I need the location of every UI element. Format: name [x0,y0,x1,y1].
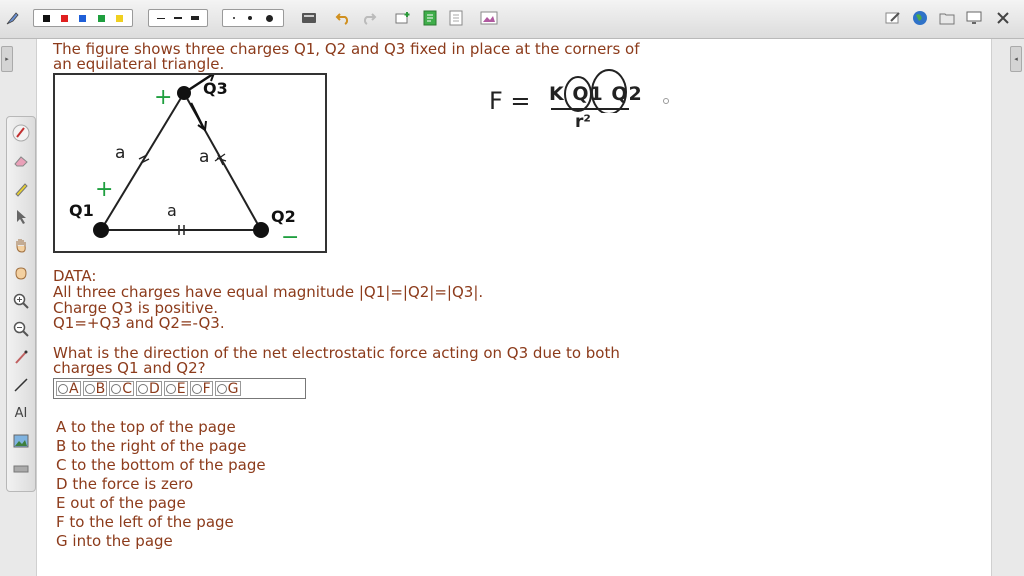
option-f[interactable] [190,381,213,396]
monitor-icon[interactable] [965,9,983,27]
globe-icon[interactable] [911,9,929,27]
answer-d [56,477,193,492]
text-icon[interactable]: AI [14,405,28,421]
radio-icon[interactable] [138,384,148,394]
q3-charge-dot [177,86,191,100]
line-pen-icon[interactable] [11,347,31,367]
answer-a-letter: A [56,418,67,436]
question-intro-line2: an equilateral triangle. [53,55,225,73]
close-icon[interactable] [994,9,1012,27]
color-red-swatch[interactable] [61,15,68,22]
data-line3: Q1=+Q3 and Q2=-Q3. [53,314,225,332]
q1-charge-dot [93,222,109,238]
q2-minus-mark: − [281,225,300,250]
top-toolbar [0,0,1024,39]
formula-fraction-bar [551,108,629,110]
answer-f-letter: F [56,513,65,531]
large-dot-option[interactable] [266,15,273,22]
page-icon[interactable] [447,9,465,27]
answer-b-letter: B [56,437,67,455]
answer-options [53,378,306,399]
option-e[interactable] [164,381,188,396]
answer-e-text: out of the page [70,494,186,512]
zoom-out-icon[interactable] [11,319,31,339]
thick-line-option[interactable] [191,16,199,20]
line-style-group [148,9,208,27]
radio-icon[interactable] [58,384,68,394]
green-page-icon[interactable] [421,9,439,27]
keyboard-icon[interactable] [300,9,318,27]
answer-d-letter: D [56,475,68,493]
option-d-label: D [148,380,160,397]
q2-charge-dot [253,222,269,238]
medium-line-option[interactable] [174,17,182,19]
option-g[interactable] [215,381,241,396]
option-b-label: B [95,380,106,397]
question-prompt-line2: charges Q1 and Q2? [53,359,206,377]
question-intro-line1: The figure shows three charges Q1, Q2 and Q3 fixed in place at the corners of [53,40,640,58]
radio-icon[interactable] [192,384,202,394]
whiteboard-page[interactable] [36,39,992,576]
image-tool-icon[interactable] [11,431,31,451]
q1-label: Q1 [69,201,94,220]
option-g-label: G [227,380,239,397]
option-c-label: C [122,380,132,397]
q3-label: Q3 [203,79,228,98]
eraser-icon[interactable] [11,151,31,171]
tools-panel [6,116,36,492]
answer-a-text: to the top of the page [71,418,236,436]
pen-icon[interactable] [4,9,22,27]
answer-a [56,420,236,435]
zoom-in-icon[interactable] [11,291,31,311]
color-blue-swatch[interactable] [79,15,86,22]
data-line1: All three charges have equal magnitude |Q1|=|Q2|=|Q3|. [53,283,484,301]
q1-plus-mark: + [95,177,114,202]
right-sidebar-toggle[interactable]: ◂ [1010,46,1022,72]
image-icon[interactable] [480,9,498,27]
answer-c [56,458,266,473]
triangle-figure [53,73,327,253]
grab-icon[interactable] [11,263,31,283]
redo-icon[interactable] [360,9,378,27]
option-b[interactable] [83,381,108,396]
question-prompt-line1: What is the direction of the net electrostatic force acting on Q3 due to both [53,344,620,362]
side-label-right: a [199,147,210,167]
thin-line-option[interactable] [157,18,165,19]
color-black-swatch[interactable] [43,15,50,22]
line-icon[interactable] [11,375,31,395]
radio-icon[interactable] [111,384,121,394]
formula-denominator: r² [575,112,591,132]
answer-g-letter: G [56,532,68,550]
option-e-label: E [176,380,186,397]
side-label-bottom: a [167,201,177,220]
left-sidebar-toggle[interactable]: ▸ [1,46,13,72]
minimize-icon[interactable] [11,459,31,479]
q2-label: Q2 [271,207,296,226]
option-f-label: F [202,380,211,397]
side-label-left: a [115,143,126,163]
radio-icon[interactable] [217,384,227,394]
color-palette [33,9,133,27]
hand-icon[interactable] [11,235,31,255]
answer-g-text: into the page [72,532,173,550]
color-green-swatch[interactable] [98,15,105,22]
formula-circle-annotations [552,63,632,113]
option-a[interactable] [56,381,81,396]
answer-b [56,439,246,454]
formula-numerator: K Q1 Q2 [549,83,643,105]
add-page-icon[interactable] [394,9,412,27]
pen-tool-icon[interactable] [11,123,31,143]
answer-f-text: to the left of the page [69,513,234,531]
option-d[interactable] [136,381,162,396]
color-yellow-swatch[interactable] [116,15,123,22]
stray-dot [663,98,669,104]
folder-icon[interactable] [938,9,956,27]
answer-f [56,515,234,530]
highlighter-icon[interactable] [11,179,31,199]
answer-e [56,496,186,511]
radio-icon[interactable] [85,384,95,394]
pointer-icon[interactable] [11,207,31,227]
answer-d-text: the force is zero [72,475,194,493]
small-dot-option[interactable] [233,17,235,19]
radio-icon[interactable] [166,384,176,394]
edit-icon[interactable] [884,9,902,27]
data-title: DATA: [53,267,97,285]
dot-size-group [222,9,284,27]
formula-lhs: F = [489,87,531,115]
medium-dot-option[interactable] [248,16,252,20]
q3-plus-mark: + [154,85,173,110]
answer-c-letter: C [56,456,67,474]
option-a-label: A [69,380,79,397]
undo-icon[interactable] [334,9,352,27]
option-c[interactable] [109,381,134,396]
data-line2: Charge Q3 is positive. [53,299,219,317]
answer-b-text: to the right of the page [71,437,247,455]
answer-c-text: to the bottom of the page [71,456,266,474]
answer-e-letter: E [56,494,66,512]
answer-g [56,534,173,549]
